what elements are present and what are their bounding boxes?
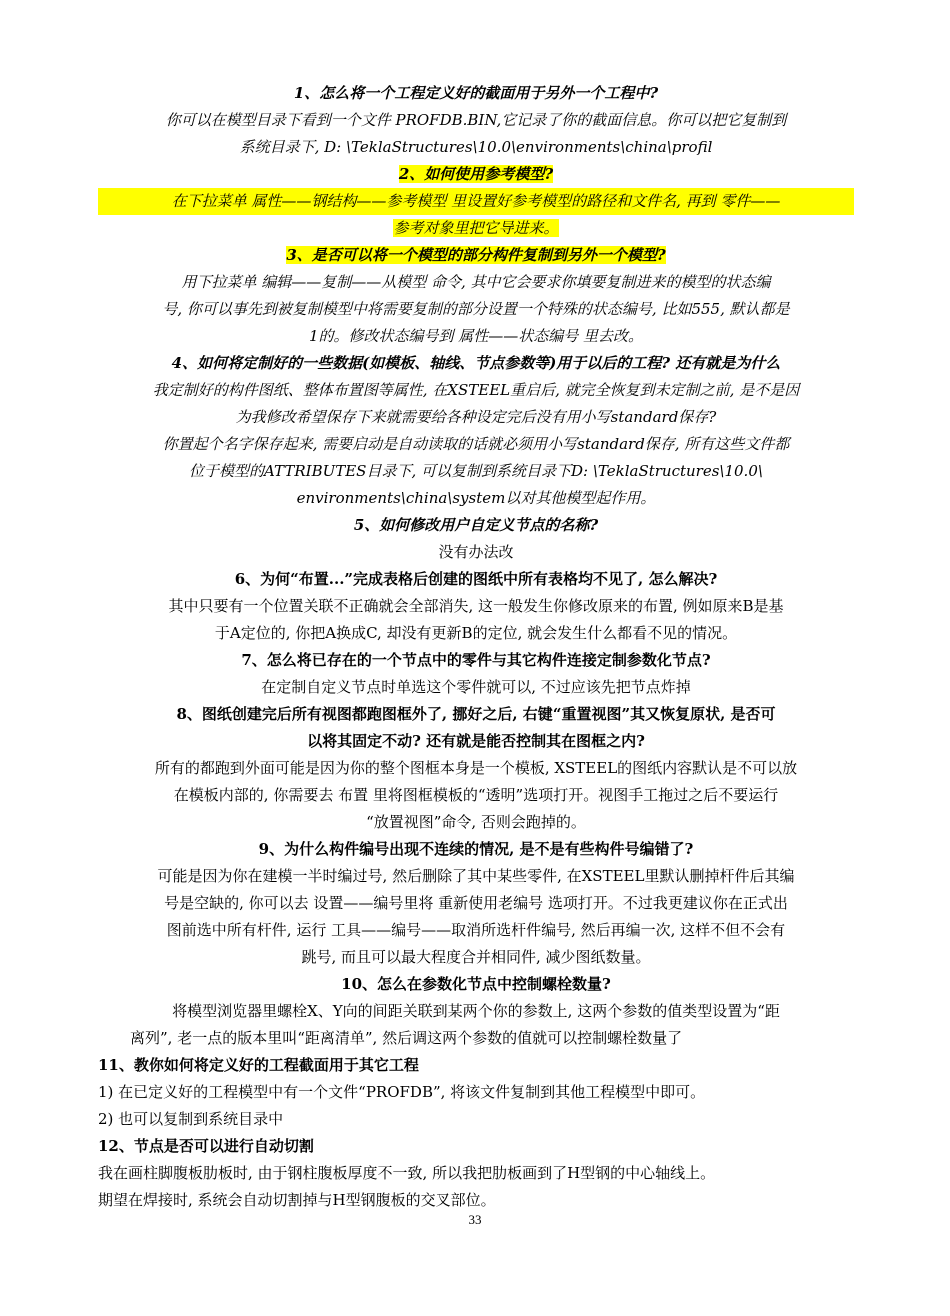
text-line-content: 我定制好的构件图纸、整体布置图等属性, 在XSTEEL重启后, 就完全恢复到未定制之前, 是不是因 (152, 381, 800, 399)
text-line-content: 1的。修改状态编号到 属性——状态编号 里去改。 (308, 327, 644, 345)
text-line-content: 11、教你如何将定义好的工程截面用于其它工程 (98, 1056, 419, 1074)
text-line (98, 485, 854, 512)
text-line-content: 没有办法改 (438, 543, 514, 561)
text-line-content: 9、为什么构件编号出现不连续的情况, 是不是有些构件号编错了? (258, 840, 694, 858)
text-line (98, 188, 854, 215)
text-line-content: 2、如何使用参考模型? (398, 165, 554, 183)
text-line-content: 12、节点是否可以进行自动切割 (98, 1137, 314, 1155)
text-line-content: 所有的都跑到外面可能是因为你的整个图框本身是一个模板, XSTEEL的图纸内容默认是不可以放 (154, 759, 798, 777)
text-line (98, 161, 854, 188)
text-line (98, 647, 854, 674)
text-line-content: 位于模型的ATTRIBUTES目录下, 可以复制到系统目录下D: \TeklaStructures\10.0\ (189, 462, 763, 480)
text-line (98, 809, 854, 836)
text-line (98, 782, 854, 809)
text-line-content: 号是空缺的, 你可以去 设置——编号里将 重新使用老编号 选项打开。不过我更建议你在正式出 (164, 894, 788, 912)
text-line (98, 1052, 854, 1079)
text-line (98, 80, 854, 107)
text-line-content: 4、如何将定制好的一些数据(如模板、轴线、节点参数等)用于以后的工程? 还有就是为什么 (171, 354, 781, 372)
text-line-content: 为我修改希望保存下来就需要给各种设定完后没有用小写standard保存? (235, 408, 717, 426)
text-line-content: 用下拉菜单 编辑——复制——从模型 命令, 其中它会要求你填要复制进来的模型的状态编 (181, 273, 771, 291)
text-line (98, 323, 854, 350)
text-line-content: 10、怎么在参数化节点中控制螺栓数量? (341, 975, 611, 993)
text-line (98, 134, 854, 161)
document-body (98, 80, 854, 1214)
text-line-content: 以将其固定不动? 还有就是能否控制其在图框之内? (307, 732, 645, 750)
text-line-content: 在定制自定义节点时单选这个零件就可以, 不过应该先把节点炸掉 (261, 678, 691, 696)
text-line (98, 566, 854, 593)
text-line (98, 458, 854, 485)
text-line (98, 674, 854, 701)
text-line (98, 998, 854, 1025)
text-line (98, 269, 854, 296)
text-line-content: 于A定位的, 你把A换成C, 却没有更新B的定位, 就会发生什么都看不见的情况。 (214, 624, 738, 642)
text-line (98, 377, 854, 404)
text-line-content: 你置起个名字保存起来, 需要启动是自动读取的话就必须用小写standard保存, 所有这些文件都 (162, 435, 790, 453)
text-line-content: 系统目录下, D: \TeklaStructures\10.0\environments\china\profil (239, 138, 713, 156)
text-line (98, 701, 854, 728)
text-line-content: 其中只要有一个位置关联不正确就会全部消失, 这一般发生你修改原来的布置, 例如原来B是基 (168, 597, 784, 615)
text-line (98, 890, 854, 917)
text-line-content: 号, 你可以事先到被复制模型中将需要复制的部分设置一个特殊的状态编号, 比如555, 默认都是 (162, 300, 790, 318)
text-line (98, 971, 854, 998)
text-line-content: 3、是否可以将一个模型的部分构件复制到另外一个模型? (286, 246, 666, 264)
page-number: 33 (468, 1212, 482, 1227)
text-line (98, 593, 854, 620)
text-line-content: 期望在焊接时, 系统会自动切割掉与H型钢腹板的交叉部位。 (98, 1191, 496, 1209)
text-line (98, 107, 854, 134)
text-line (98, 1187, 854, 1214)
text-line (98, 539, 854, 566)
text-line-content: 2) 也可以复制到系统目录中 (98, 1110, 284, 1128)
text-line (98, 1160, 854, 1187)
text-line (98, 350, 854, 377)
text-line (98, 404, 854, 431)
text-line-content: 图前选中所有杆件, 运行 工具——编号——取消所选杆件编号, 然后再编一次, 这样不但不会有 (166, 921, 786, 939)
text-line (98, 1079, 854, 1106)
text-line (98, 431, 854, 458)
text-line (98, 215, 854, 242)
text-line-content: 1、怎么将一个工程定义好的截面用于另外一个工程中? (293, 84, 659, 102)
text-line (98, 755, 854, 782)
text-line (98, 1025, 854, 1052)
text-line (98, 1133, 854, 1160)
text-line-content: 6、为何“布置...”完成表格后创建的图纸中所有表格均不见了, 怎么解决? (234, 570, 718, 588)
text-line (98, 1106, 854, 1133)
text-line-content: 跳号, 而且可以最大程度合并相同件, 减少图纸数量。 (301, 948, 651, 966)
text-line-content: 参考对象里把它导进来。 (393, 219, 559, 237)
text-line-content: environments\china\system以对其他模型起作用。 (296, 489, 656, 507)
text-line-content: “放置视图”命令, 否则会跑掉的。 (366, 813, 586, 831)
text-line (98, 620, 854, 647)
text-line-content: 离列”, 老一点的版本里叫“距离清单”, 然后调这两个参数的值就可以控制螺栓数量了 (130, 1029, 683, 1047)
text-line-content: 我在画柱脚腹板肋板时, 由于钢柱腹板厚度不一致, 所以我把肋板画到了H型钢的中心轴线上。 (98, 1164, 716, 1182)
text-line-content: 1) 在已定义好的工程模型中有一个文件“PROFDB”, 将该文件复制到其他工程模型中即可。 (98, 1083, 706, 1101)
text-line-content: 在模板内部的, 你需要去 布置 里将图框模板的“透明”选项打开。视图手工拖过之后不要运行 (173, 786, 779, 804)
text-line-content: 你可以在模型目录下看到一个文件 PROFDB.BIN,它记录了你的截面信息。你可以把它复制到 (165, 111, 787, 129)
text-line (98, 917, 854, 944)
text-line (98, 512, 854, 539)
text-line (98, 863, 854, 890)
text-line (98, 836, 854, 863)
text-line-content: 在下拉菜单 属性——钢结构——参考模型 里设置好参考模型的路径和文件名, 再到 零件—— (171, 192, 781, 210)
text-line (98, 242, 854, 269)
text-line (98, 944, 854, 971)
text-line-content: 将模型浏览器里螺栓X、Y向的间距关联到某两个你的参数上, 这两个参数的值类型设置为“距 (172, 1002, 780, 1020)
text-line-content: 可能是因为你在建模一半时编过号, 然后删除了其中某些零件, 在XSTEEL里默认删掉杆件后其编 (157, 867, 795, 885)
text-line-content: 7、怎么将已存在的一个节点中的零件与其它构件连接定制参数化节点? (241, 651, 711, 669)
text-line-content: 8、图纸创建完后所有视图都跑图框外了, 挪好之后, 右键“重置视图”其又恢复原状, 是否可 (176, 705, 776, 723)
text-line (98, 296, 854, 323)
text-line (98, 728, 854, 755)
text-line-content: 5、如何修改用户自定义节点的名称? (353, 516, 599, 534)
